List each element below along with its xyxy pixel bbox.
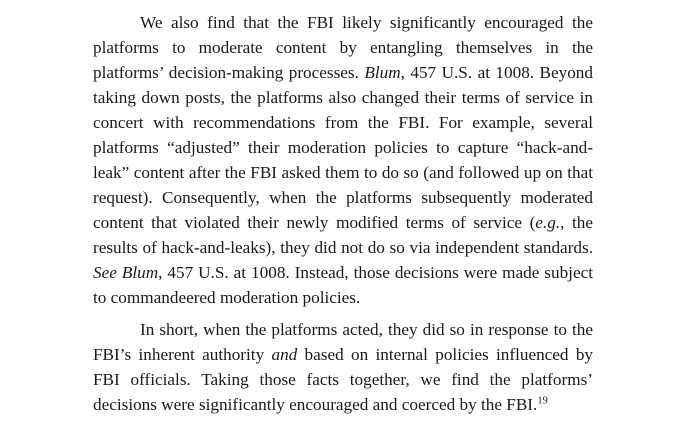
text-segment: , 457 U.S. at 1008. Beyond taking down posts, the platforms also changed their terms of service in concert with recommendations from the FBI. For example, several platforms “adjusted” their moderation policies to capture “hack-and-leak” content after the FBI asked them to do so (and followed up on that request). Consequently, when the platforms subsequently moderated content that violated their newly modified terms of service ( — [93, 63, 593, 232]
document-body — [93, 10, 593, 417]
paragraph-2 — [93, 317, 593, 417]
emphasis-and: and — [271, 345, 298, 364]
paragraph-1 — [93, 10, 593, 310]
case-citation-see-blum: See Blum — [93, 263, 159, 282]
footnote-marker[interactable]: 19 — [537, 395, 548, 407]
case-citation-blum: Blum — [364, 63, 401, 82]
text-segment: , 457 U.S. at 1008. Instead, those decisions were made subject to commandeered moderation policies. — [93, 263, 593, 307]
text-segment: We also find that the FBI likely significantly encouraged the platforms to moderate content by entangling themselves in the platforms’ decision-making processes. — [93, 13, 593, 82]
text-segment: In short, when the platforms acted, they did so in response to the FBI’s inherent authority — [93, 320, 593, 364]
citation-eg: e.g. — [535, 213, 561, 232]
text-segment: based on internal policies influenced by FBI officials. Taking those facts together, we find the platforms’ decisions were significantly encouraged and coerced by the FBI. — [93, 345, 594, 414]
text-segment: , the results of hack-and-leaks), they did not do so via independent standards. — [93, 213, 593, 257]
